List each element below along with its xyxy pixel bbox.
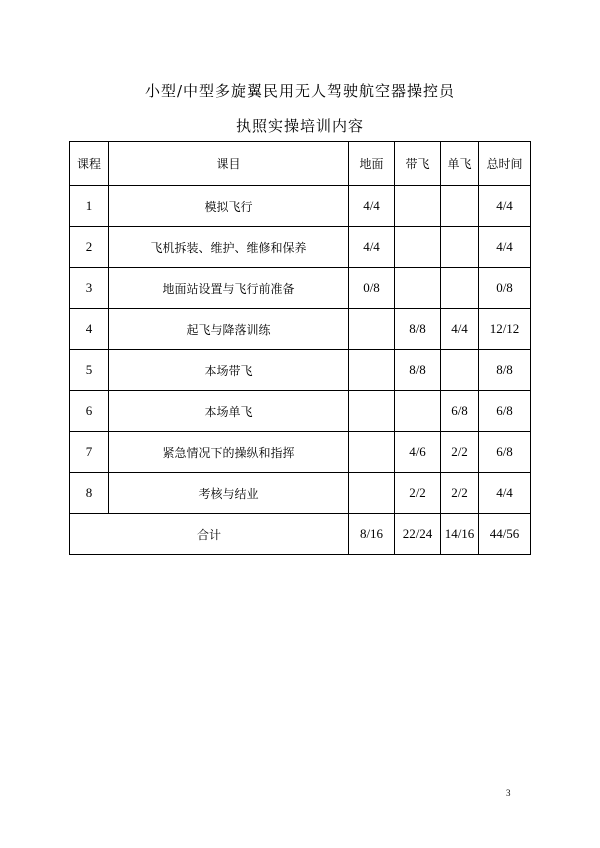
cell-dual <box>395 227 441 268</box>
cell-solo <box>441 227 479 268</box>
table-row <box>70 350 531 391</box>
cell-solo <box>441 186 479 227</box>
table-header-row <box>70 142 531 186</box>
total-solo: 14/16 <box>441 514 479 555</box>
header-total: 总时间 <box>479 142 531 186</box>
cell-course: 7 <box>70 432 109 473</box>
cell-ground <box>349 473 395 514</box>
cell-ground <box>349 350 395 391</box>
cell-total: 4/4 <box>479 473 531 514</box>
cell-course: 6 <box>70 391 109 432</box>
cell-course: 4 <box>70 309 109 350</box>
cell-total: 8/8 <box>479 350 531 391</box>
table-row <box>70 473 531 514</box>
total-label: 合计 <box>70 514 349 555</box>
cell-total: 4/4 <box>479 186 531 227</box>
cell-dual: 8/8 <box>395 350 441 391</box>
cell-dual <box>395 391 441 432</box>
cell-ground <box>349 391 395 432</box>
cell-dual: 4/6 <box>395 432 441 473</box>
header-subject: 课目 <box>109 142 349 186</box>
table-row <box>70 391 531 432</box>
cell-total: 12/12 <box>479 309 531 350</box>
cell-solo: 2/2 <box>441 473 479 514</box>
cell-course: 8 <box>70 473 109 514</box>
header-dual: 带飞 <box>395 142 441 186</box>
page-number: 3 <box>506 788 511 798</box>
cell-subject: 飞机拆装、维护、维修和保养 <box>109 227 349 268</box>
cell-total: 4/4 <box>479 227 531 268</box>
cell-subject: 地面站设置与飞行前准备 <box>109 268 349 309</box>
cell-solo <box>441 350 479 391</box>
table-row <box>70 186 531 227</box>
cell-ground: 0/8 <box>349 268 395 309</box>
cell-total: 0/8 <box>479 268 531 309</box>
cell-ground <box>349 309 395 350</box>
header-course: 课程 <box>70 142 109 186</box>
cell-course: 3 <box>70 268 109 309</box>
training-table <box>69 141 531 555</box>
cell-dual <box>395 186 441 227</box>
cell-course: 5 <box>70 350 109 391</box>
document-subtitle: 执照实操培训内容 <box>235 117 364 135</box>
table-row <box>70 432 531 473</box>
table-total-row <box>70 514 531 555</box>
cell-subject: 模拟飞行 <box>109 186 349 227</box>
cell-solo <box>441 268 479 309</box>
header-solo: 单飞 <box>441 142 479 186</box>
cell-total: 6/8 <box>479 432 531 473</box>
table-row <box>70 227 531 268</box>
cell-subject: 考核与结业 <box>109 473 349 514</box>
cell-dual: 2/2 <box>395 473 441 514</box>
cell-ground <box>349 432 395 473</box>
cell-subject: 本场单飞 <box>109 391 349 432</box>
cell-ground: 4/4 <box>349 227 395 268</box>
table-row <box>70 309 531 350</box>
total-ground: 8/16 <box>349 514 395 555</box>
total-dual: 22/24 <box>395 514 441 555</box>
cell-course: 1 <box>70 186 109 227</box>
table-row <box>70 268 531 309</box>
header-ground: 地面 <box>349 142 395 186</box>
cell-course: 2 <box>70 227 109 268</box>
cell-dual <box>395 268 441 309</box>
document-title: 小型/中型多旋翼民用无人驾驶航空器操控员 <box>144 82 456 100</box>
cell-subject: 本场带飞 <box>109 350 349 391</box>
cell-ground: 4/4 <box>349 186 395 227</box>
cell-solo: 2/2 <box>441 432 479 473</box>
cell-dual: 8/8 <box>395 309 441 350</box>
cell-total: 6/8 <box>479 391 531 432</box>
total-total: 44/56 <box>479 514 531 555</box>
cell-subject: 起飞与降落训练 <box>109 309 349 350</box>
cell-solo: 6/8 <box>441 391 479 432</box>
cell-solo: 4/4 <box>441 309 479 350</box>
cell-subject: 紧急情况下的操纵和指挥 <box>109 432 349 473</box>
